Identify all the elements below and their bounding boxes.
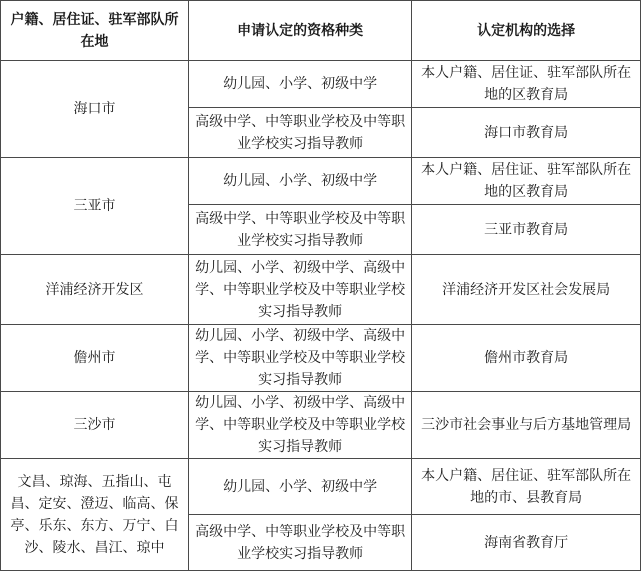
type-cell: 高级中学、中等职业学校及中等职业学校实习指导教师 <box>188 108 411 158</box>
type-cell: 幼儿园、小学、初级中学 <box>188 61 411 108</box>
region-cell: 三亚市 <box>1 158 189 255</box>
type-cell: 幼儿园、小学、初级中学、高级中学、中等职业学校及中等职业学校实习指导教师 <box>188 325 411 392</box>
table-row <box>1 392 641 459</box>
header-type: 申请认定的资格种类 <box>188 1 411 61</box>
region-cell: 洋浦经济开发区 <box>1 255 189 325</box>
region-cell: 文昌、琼海、五指山、屯昌、定安、澄迈、临高、保亭、乐东、东方、万宁、白沙、陵水、昌江、琼中 <box>1 459 189 571</box>
table-row <box>1 459 641 515</box>
authority-cell: 儋州市教育局 <box>412 325 641 392</box>
region-cell: 海口市 <box>1 61 189 158</box>
authority-cell: 洋浦经济开发区社会发展局 <box>412 255 641 325</box>
type-cell: 高级中学、中等职业学校及中等职业学校实习指导教师 <box>188 515 411 571</box>
authority-cell: 本人户籍、居住证、驻军部队所在地的区教育局 <box>412 158 641 205</box>
region-cell: 三沙市 <box>1 392 189 459</box>
type-cell: 幼儿园、小学、初级中学 <box>188 459 411 515</box>
header-row <box>1 1 641 61</box>
type-cell: 幼儿园、小学、初级中学、高级中学、中等职业学校及中等职业学校实习指导教师 <box>188 392 411 459</box>
authority-cell: 本人户籍、居住证、驻军部队所在地的区教育局 <box>412 61 641 108</box>
table-row <box>1 61 641 108</box>
authority-cell: 海南省教育厅 <box>412 515 641 571</box>
table-row <box>1 158 641 205</box>
table-row <box>1 255 641 325</box>
header-authority: 认定机构的选择 <box>412 1 641 61</box>
table-row <box>1 325 641 392</box>
authority-cell: 本人户籍、居住证、驻军部队所在地的市、县教育局 <box>412 459 641 515</box>
header-region: 户籍、居住证、驻军部队所在地 <box>1 1 189 61</box>
authority-cell: 海口市教育局 <box>412 108 641 158</box>
region-cell: 儋州市 <box>1 325 189 392</box>
authority-cell: 三亚市教育局 <box>412 205 641 255</box>
authority-cell: 三沙市社会事业与后方基地管理局 <box>412 392 641 459</box>
type-cell: 高级中学、中等职业学校及中等职业学校实习指导教师 <box>188 205 411 255</box>
type-cell: 幼儿园、小学、初级中学、高级中学、中等职业学校及中等职业学校实习指导教师 <box>188 255 411 325</box>
type-cell: 幼儿园、小学、初级中学 <box>188 158 411 205</box>
